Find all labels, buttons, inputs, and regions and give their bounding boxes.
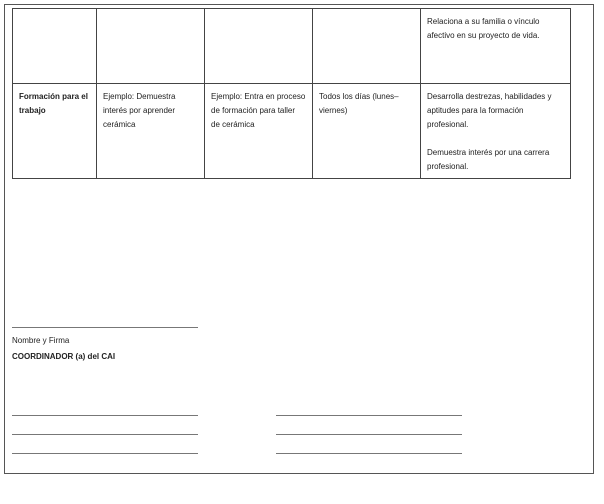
table-cell-area xyxy=(13,84,97,179)
table-cell-empty xyxy=(13,9,97,84)
table-cell-empty xyxy=(313,9,421,84)
frequency-text: Todos los días (lunes–viernes) xyxy=(319,92,399,115)
signature-line xyxy=(12,415,198,416)
area-label: Formación para el trabajo xyxy=(19,92,88,115)
signature-name-label: Nombre y Firma xyxy=(12,336,70,345)
competency-text: Demuestra interés por una carrera profesional. xyxy=(427,148,550,171)
competency-text: Desarrolla destrezas, habilidades y aptitudes para la formación profesional. xyxy=(427,92,552,129)
table-row xyxy=(13,9,571,84)
table-cell-example xyxy=(97,84,205,179)
table-cell-example xyxy=(205,84,313,179)
activity-plan-table xyxy=(12,8,571,179)
table-cell-empty xyxy=(97,9,205,84)
table-cell-competency xyxy=(421,84,571,179)
example-text: Ejemplo: Entra en proceso de formación para taller de cerámica xyxy=(211,92,306,129)
signature-line xyxy=(12,453,198,454)
signature-line xyxy=(276,415,462,416)
signature-line xyxy=(12,434,198,435)
table-cell-empty xyxy=(205,9,313,84)
table-cell-competency xyxy=(421,9,571,84)
signature-line xyxy=(276,453,462,454)
competency-text: Relaciona a su familia o vínculo afectivo en su proyecto de vida. xyxy=(427,17,540,40)
signature-line xyxy=(276,434,462,435)
table-cell-frequency xyxy=(313,84,421,179)
table-row xyxy=(13,84,571,179)
coordinator-role-label: COORDINADOR (a) del CAI xyxy=(12,352,116,361)
example-text: Ejemplo: Demuestra interés por aprender cerámica xyxy=(103,92,176,129)
coordinator-signature-line xyxy=(12,327,198,328)
